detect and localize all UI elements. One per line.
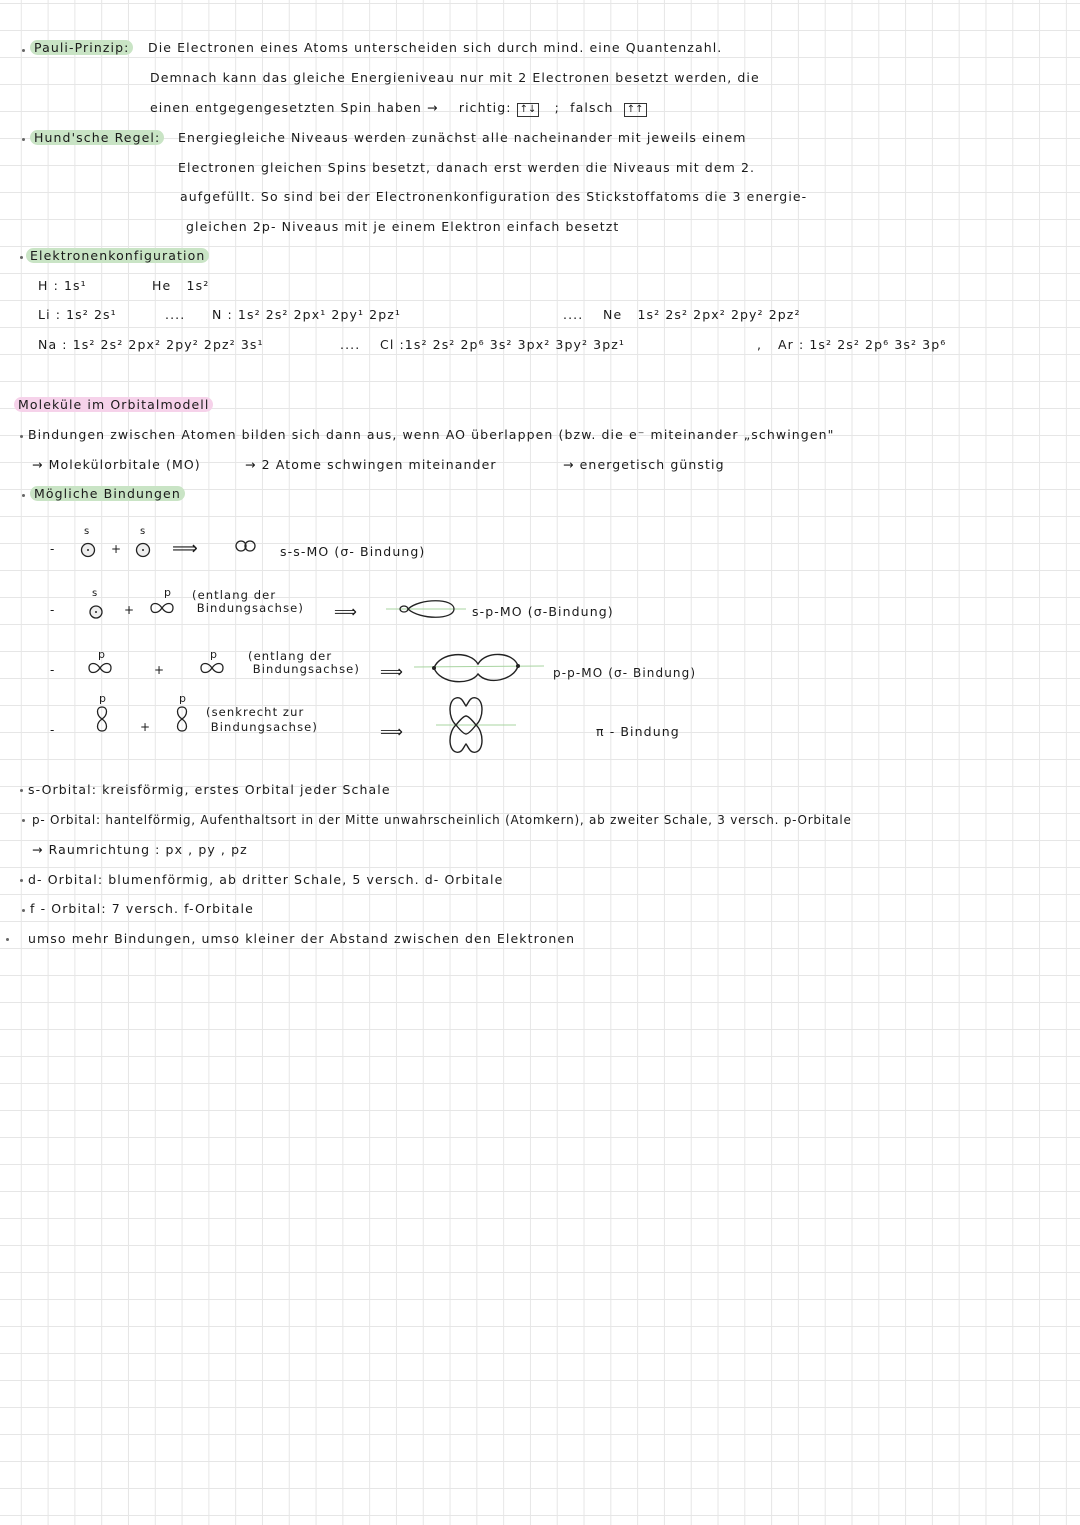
hund-line-1: Energiegleiche Niveaus werden zunächst alle nacheinander mit jeweils einem — [178, 130, 747, 145]
config-He: He 1s² — [152, 278, 210, 293]
bullet — [20, 256, 23, 259]
implies-arrow: ⟹ — [380, 662, 403, 681]
ss-mo-icon — [234, 540, 258, 552]
ellipsis: .... — [340, 337, 361, 352]
bond-result: p-p-MO (σ- Bindung) — [553, 666, 697, 680]
bullet — [22, 909, 25, 912]
p-orbital-icon — [88, 662, 112, 674]
bond-note: (entlang der Bindungsachse) — [248, 649, 360, 676]
orbital-line-bond-distance: umso mehr Bindungen, umso kleiner der Abstand zwischen den Elektronen — [28, 931, 576, 946]
s-orbital-icon — [80, 542, 96, 558]
config-Ar: Ar : 1s² 2s² 2p⁶ 3s² 3p⁶ — [778, 337, 947, 352]
implies-arrow: ⟹ — [380, 722, 403, 741]
orbital-label: p — [164, 586, 171, 599]
bond-result: π - Bindung — [596, 724, 680, 739]
molecules-line-2a: → Molekülorbitale (MO) — [32, 457, 201, 472]
dash: - — [50, 723, 55, 737]
config-Li: Li : 1s² 2s¹ — [38, 307, 117, 322]
bullet — [22, 49, 25, 52]
orbital-line-d: d- Orbital: blumenförmig, ab dritter Schale, 5 versch. d- Orbitale — [28, 872, 504, 887]
p-orbital-vertical-icon — [96, 706, 108, 732]
bond-result: s-p-MO (σ-Bindung) — [472, 604, 614, 619]
plus: + — [111, 542, 122, 556]
hund-term: Hund'sche Regel: — [30, 130, 164, 146]
orbital-label: p — [179, 692, 186, 705]
orbital-label: s — [84, 526, 90, 537]
s-orbital-icon — [135, 542, 151, 558]
dash: - — [50, 603, 55, 617]
spin-box-wrong: ↑↑ — [624, 103, 647, 117]
p-orbital-vertical-icon — [176, 706, 188, 732]
pauli-line-3: einen entgegengesetzten Spin haben → richtig: ↑↓ ; falsch ↑↑ — [150, 100, 647, 117]
config-heading: Elektronenkonfiguration — [26, 248, 209, 264]
dash: - — [50, 542, 55, 556]
bullet — [20, 789, 23, 792]
molecules-line-2c: → energetisch günstig — [563, 457, 725, 472]
pi-bond-icon — [436, 694, 516, 754]
bond-note: (entlang der Bindungsachse) — [192, 588, 304, 615]
molecules-heading: Moleküle im Orbitalmodell — [14, 397, 213, 413]
molecules-line-1: Bindungen zwischen Atomen bilden sich dann aus, wenn AO überlappen (bzw. die e⁻ miteinander „schwingen" — [28, 427, 835, 442]
orbital-line-s: s-Orbital: kreisförmig, erstes Orbital jeder Schale — [28, 782, 391, 797]
bond-result: s-s-MO (σ- Bindung) — [280, 544, 426, 559]
config-Na: Na : 1s² 2s² 2px² 2py² 2pz² 3s¹ — [38, 337, 264, 352]
ellipsis: .... — [165, 307, 186, 322]
bullet — [22, 138, 25, 141]
comma: , — [757, 337, 763, 352]
config-Cl: Cl :1s² 2s² 2p⁶ 3s² 3px² 3py² 3pz¹ — [380, 337, 626, 352]
hund-line-2: Electronen gleichen Spins besetzt, danach erst werden die Niveaus mit dem 2. — [178, 160, 756, 175]
plus: + — [154, 663, 165, 677]
dash: - — [50, 663, 55, 677]
implies-arrow: ⟹ — [172, 538, 198, 559]
pp-mo-icon — [414, 650, 544, 688]
s-orbital-icon — [88, 604, 104, 620]
plus: + — [124, 603, 135, 617]
bullet — [6, 938, 9, 941]
orbital-line-f: f - Orbital: 7 versch. f-Orbitale — [30, 901, 254, 916]
orbital-line-p: p- Orbital: hantelförmig, Aufenthaltsort in der Mitte unwahrscheinlich (Atomkern), ab zweiter Schale, 3 versch. p-Orbitale — [32, 813, 852, 827]
pauli-line-2: Demnach kann das gleiche Energieniveau nur mit 2 Electronen besetzt werden, die — [150, 70, 760, 85]
bullet — [22, 819, 25, 822]
hund-line-3: aufgefüllt. So sind bei der Electronenkonfiguration des Stickstoffatoms die 3 energie- — [180, 189, 808, 204]
sp-mo-icon — [386, 600, 466, 622]
p-orbital-icon — [200, 662, 224, 674]
orbital-line-p-directions: → Raumrichtung : px , py , pz — [32, 842, 248, 857]
orbital-label: s — [140, 526, 146, 537]
correct-label: richtig: — [458, 100, 512, 115]
plus: + — [140, 720, 151, 734]
bond-note: (senkrecht zur Bindungsachse) — [206, 705, 318, 734]
bullet — [20, 435, 23, 438]
ellipsis: .... — [563, 307, 584, 322]
orbital-label: p — [210, 648, 217, 661]
config-Ne: Ne 1s² 2s² 2px² 2py² 2pz² — [603, 307, 801, 322]
bullet — [22, 494, 25, 497]
implies-arrow: ⟹ — [334, 602, 357, 621]
bonds-subheading: Mögliche Bindungen — [30, 486, 185, 502]
spin-box-correct: ↑↓ — [517, 103, 540, 117]
pauli-line-1: Die Electronen eines Atoms unterscheiden sich durch mind. eine Quantenzahl. — [148, 40, 723, 55]
pauli-term: Pauli-Prinzip: — [30, 40, 133, 56]
orbital-label: s — [92, 588, 98, 599]
orbital-label: p — [99, 692, 106, 705]
hund-line-4: gleichen 2p- Niveaus mit je einem Elektron einfach besetzt — [186, 219, 620, 234]
molecules-line-2b: → 2 Atome schwingen miteinander — [245, 457, 497, 472]
config-N: N : 1s² 2s² 2px¹ 2py¹ 2pz¹ — [212, 307, 402, 322]
p-orbital-icon — [150, 602, 174, 614]
bullet — [20, 879, 23, 882]
orbital-label: p — [98, 648, 105, 661]
wrong-label: falsch — [570, 100, 614, 115]
config-H: H : 1s¹ — [38, 278, 87, 293]
